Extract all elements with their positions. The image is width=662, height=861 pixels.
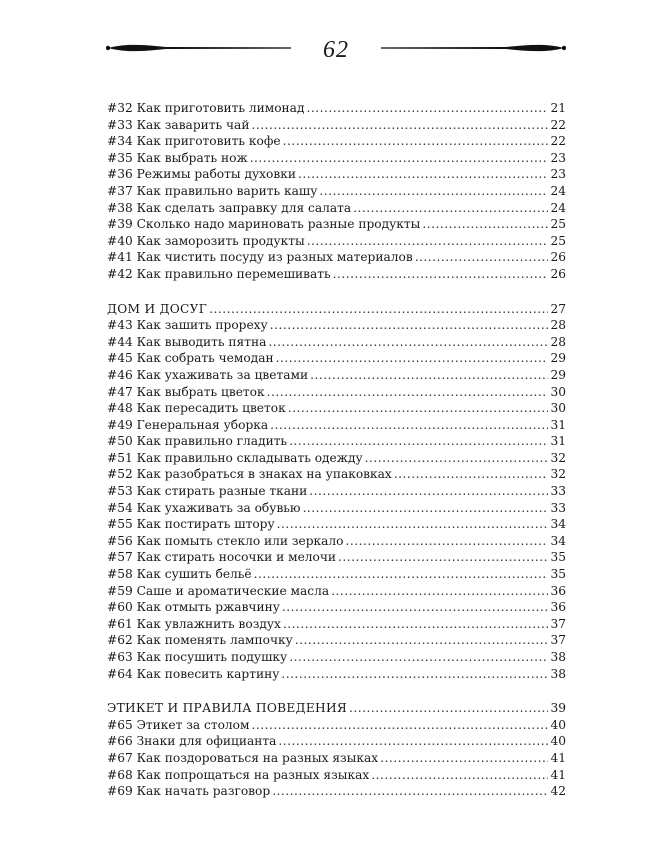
entry-title: #69 Как начать разговор — [107, 784, 271, 799]
entry-title: #56 Как помыть стекло или зеркало — [107, 533, 344, 548]
entry-title: #52 Как разобраться в знаках на упаковках — [107, 467, 392, 482]
entry-title: #40 Как заморозить продукты — [107, 233, 305, 248]
toc-entry[interactable] — [107, 666, 566, 683]
toc-entry[interactable] — [107, 483, 566, 500]
dot-leader — [306, 100, 548, 117]
entry-page-number: 33 — [550, 500, 566, 515]
toc-entry[interactable] — [107, 317, 566, 334]
entry-page-number: 32 — [550, 450, 566, 465]
table-of-contents — [107, 100, 566, 800]
toc-entry[interactable] — [107, 450, 566, 467]
toc-entry[interactable] — [107, 350, 566, 367]
entry-page-number: 24 — [550, 183, 566, 198]
entry-title: #33 Как заварить чай — [107, 117, 250, 132]
entry-page-number: 40 — [550, 734, 566, 749]
toc-section — [107, 700, 566, 800]
entry-title: #68 Как попрощаться на разных языках — [107, 767, 370, 782]
dot-leader — [250, 150, 549, 167]
toc-entry[interactable] — [107, 150, 566, 167]
dot-leader — [380, 750, 548, 767]
entry-page-number: 31 — [550, 434, 566, 449]
entry-title: #58 Как сушить бельё — [107, 567, 252, 582]
toc-section — [107, 100, 566, 283]
dot-leader — [303, 500, 549, 517]
toc-section — [107, 301, 566, 683]
entry-title: #42 Как правильно перемешивать — [107, 266, 331, 281]
entry-title: #57 Как стирать носочки и мелочи — [107, 550, 337, 565]
dot-leader — [270, 417, 548, 434]
toc-entry[interactable] — [107, 216, 566, 233]
dot-leader — [331, 583, 548, 600]
dot-leader — [267, 384, 549, 401]
dot-leader — [295, 632, 549, 649]
entry-title: #49 Генеральная уборка — [107, 417, 269, 432]
entry-page-number: 23 — [550, 167, 566, 182]
toc-entry[interactable] — [107, 200, 566, 217]
entry-title: #48 Как пересадить цветок — [107, 401, 286, 416]
dot-leader — [289, 433, 548, 450]
entry-title: #44 Как выводить пятна — [107, 334, 267, 349]
toc-entry[interactable] — [107, 334, 566, 351]
toc-entry[interactable] — [107, 466, 566, 483]
entry-page-number: 37 — [550, 616, 566, 631]
entry-page-number: 40 — [550, 717, 566, 732]
toc-entry[interactable] — [107, 583, 566, 600]
toc-entry[interactable] — [107, 533, 566, 550]
entry-page-number: 42 — [550, 784, 566, 799]
entry-page-number: 26 — [550, 266, 566, 281]
entry-title: #35 Как выбрать нож — [107, 150, 248, 165]
toc-section-heading[interactable] — [107, 301, 566, 318]
toc-entry[interactable] — [107, 100, 566, 117]
dot-leader — [353, 200, 548, 217]
dot-leader — [276, 350, 549, 367]
toc-entry[interactable] — [107, 166, 566, 183]
dot-leader — [288, 400, 549, 417]
toc-entry[interactable] — [107, 767, 566, 784]
dot-leader — [338, 549, 548, 566]
entry-page-number: 26 — [550, 250, 566, 265]
section-title: ЭТИКЕТ И ПРАВИЛА ПОВЕДЕНИЯ — [107, 701, 348, 716]
toc-section-heading[interactable] — [107, 700, 566, 717]
dot-leader — [209, 301, 548, 318]
dot-leader — [333, 266, 549, 283]
dot-leader — [310, 367, 548, 384]
entry-title: #54 Как ухаживать за обувью — [107, 500, 301, 515]
toc-entry[interactable] — [107, 632, 566, 649]
dot-leader — [371, 767, 548, 784]
entry-title: #38 Как сделать заправку для салата — [107, 200, 352, 215]
toc-entry[interactable] — [107, 266, 566, 283]
toc-entry[interactable] — [107, 433, 566, 450]
dot-leader — [283, 133, 549, 150]
entry-title: #65 Этикет за столом — [107, 717, 250, 732]
dot-leader — [251, 717, 548, 734]
entry-page-number: 34 — [550, 517, 566, 532]
entry-page-number: 25 — [550, 233, 566, 248]
entry-page-number: 28 — [550, 334, 566, 349]
dot-leader — [394, 466, 549, 483]
entry-title: #36 Режимы работы духовки — [107, 167, 296, 182]
entry-title: #51 Как правильно складывать одежду — [107, 450, 363, 465]
entry-page-number: 24 — [550, 200, 566, 215]
toc-entry[interactable] — [107, 599, 566, 616]
section-title: ДОМ И ДОСУГ — [107, 301, 208, 316]
dot-leader — [346, 533, 549, 550]
dot-leader — [415, 249, 549, 266]
entry-title: #45 Как собрать чемодан — [107, 351, 274, 366]
dot-leader — [251, 117, 548, 134]
toc-entry[interactable] — [107, 117, 566, 134]
dot-leader — [289, 649, 548, 666]
entry-page-number: 33 — [550, 484, 566, 499]
dot-leader — [268, 334, 548, 351]
entry-title: #37 Как правильно варить кашу — [107, 183, 318, 198]
entry-title: #32 Как приготовить лимонад — [107, 101, 305, 115]
entry-page-number: 36 — [550, 600, 566, 615]
entry-page-number: 35 — [550, 550, 566, 565]
dot-leader — [270, 317, 549, 334]
toc-entry[interactable] — [107, 500, 566, 517]
toc-entry[interactable] — [107, 133, 566, 150]
entry-title: #61 Как увлажнить воздух — [107, 616, 281, 631]
entry-page-number: 25 — [550, 217, 566, 232]
toc-entry[interactable] — [107, 233, 566, 250]
entry-title: #53 Как стирать разные ткани — [107, 484, 308, 499]
toc-entry[interactable] — [107, 249, 566, 266]
entry-title: #41 Как чистить посуду из разных материалов — [107, 250, 413, 265]
entry-page-number: 34 — [550, 533, 566, 548]
entry-page-number: 35 — [550, 567, 566, 582]
page-number: 62 — [323, 37, 349, 63]
entry-title: #39 Сколько надо мариновать разные продукты — [107, 217, 421, 232]
dot-leader — [349, 700, 548, 717]
entry-page-number: 30 — [550, 384, 566, 399]
toc-entry[interactable] — [107, 783, 566, 800]
entry-title: #63 Как посушить подушку — [107, 650, 288, 664]
entry-title: #67 Как поздороваться на разных языках — [107, 750, 379, 765]
toc-entry[interactable] — [107, 549, 566, 566]
toc-entry[interactable] — [107, 367, 566, 384]
dot-leader — [278, 733, 548, 750]
entry-page-number: 39 — [550, 701, 566, 716]
entry-page-number: 29 — [550, 351, 566, 366]
entry-page-number: 22 — [550, 134, 566, 149]
entry-page-number: 32 — [550, 467, 566, 482]
entry-page-number: 36 — [550, 583, 566, 598]
dot-leader — [277, 516, 549, 533]
entry-page-number: 38 — [550, 666, 566, 681]
dot-leader — [281, 666, 548, 683]
toc-entry[interactable] — [107, 649, 566, 666]
dot-leader — [319, 183, 548, 200]
entry-page-number: 28 — [550, 318, 566, 333]
entry-page-number: 31 — [550, 417, 566, 432]
entry-page-number: 27 — [550, 301, 566, 316]
entry-page-number: 21 — [550, 101, 566, 115]
dot-leader — [422, 216, 548, 233]
toc-entry[interactable] — [107, 566, 566, 583]
dot-leader — [272, 783, 548, 800]
entry-title: #50 Как правильно гладить — [107, 434, 288, 449]
entry-title: #47 Как выбрать цветок — [107, 384, 265, 399]
dot-leader — [309, 483, 548, 500]
toc-entry[interactable] — [107, 717, 566, 734]
entry-title: #59 Саше и ароматические масла — [107, 583, 330, 598]
entry-page-number: 37 — [550, 633, 566, 648]
entry-page-number: 41 — [550, 767, 566, 782]
entry-title: #62 Как поменять лампочку — [107, 633, 293, 648]
entry-title: #60 Как отмыть ржавчину — [107, 600, 280, 615]
toc-entry[interactable] — [107, 516, 566, 533]
entry-title: #64 Как повесить картину — [107, 666, 280, 681]
toc-entry[interactable] — [107, 733, 566, 750]
toc-entry[interactable] — [107, 400, 566, 417]
entry-title: #66 Знаки для официанта — [107, 734, 277, 749]
toc-entry[interactable] — [107, 384, 566, 401]
dot-leader — [298, 166, 549, 183]
dot-leader — [307, 233, 549, 250]
entry-title: #34 Как приготовить кофе — [107, 134, 281, 149]
entry-page-number: 38 — [550, 650, 566, 664]
dot-leader — [282, 599, 549, 616]
page-header — [106, 34, 566, 68]
entry-page-number: 29 — [550, 367, 566, 382]
entry-page-number: 22 — [550, 117, 566, 132]
entry-title: #55 Как постирать штору — [107, 517, 275, 532]
entry-page-number: 23 — [550, 150, 566, 165]
entry-title: #46 Как ухаживать за цветами — [107, 367, 309, 382]
dot-leader — [365, 450, 549, 467]
toc-entry[interactable] — [107, 183, 566, 200]
dot-leader — [283, 616, 549, 633]
toc-entry[interactable] — [107, 417, 566, 434]
dot-leader — [254, 566, 549, 583]
entry-page-number: 30 — [550, 401, 566, 416]
entry-title: #43 Как зашить прореху — [107, 318, 268, 333]
entry-page-number: 41 — [550, 750, 566, 765]
toc-entry[interactable] — [107, 616, 566, 633]
toc-entry[interactable] — [107, 750, 566, 767]
